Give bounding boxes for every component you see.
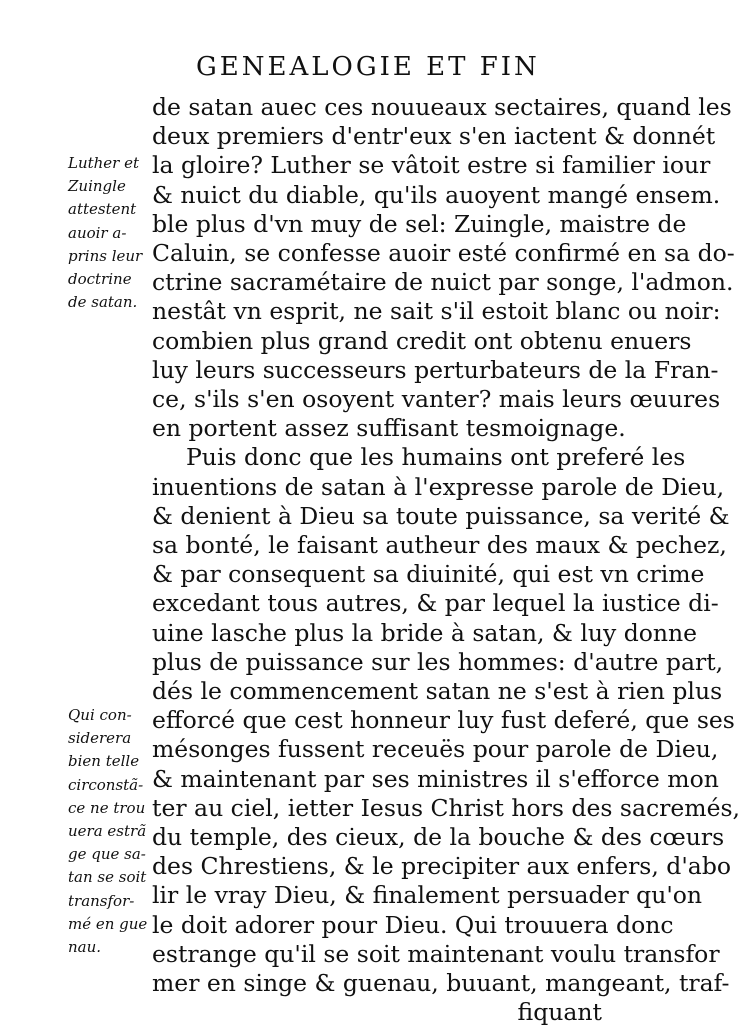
margin-note-line: auoir a- [68,223,127,242]
text-line: inuentions de satan à l'expresse parole de Dieu, [152,472,725,501]
text-line: mésonges fussent receuës pour parole de Dieu, [152,735,719,764]
margin-note-line: siderera [68,729,132,748]
text-line: sa bonté, le faisant autheur des maux & pechez, [152,531,727,560]
running-head: GENEALOGIE ET FIN [196,52,540,82]
text-line: deux premiers d'entr'eux s'en iactent & donnét [152,122,716,151]
text-line: nestât vn esprit, ne sait s'il estoit blanc ou noir: [152,297,721,326]
text-line: efforcé que cest honneur luy fust deferé, que ses [152,706,735,735]
text-line: uine lasche plus la bride à satan, & luy donne [152,618,698,647]
catchword: fiquant [517,998,602,1027]
margin-note-line: Qui con- [68,706,132,724]
text-line: mer en singe & guenau, buuant, mangeant, traf- [152,969,730,998]
margin-note-line: ge que sa- [68,845,146,864]
text-line: combien plus grand credit ont obtenu enuers [152,326,692,355]
margin-note-line: uera estrã [68,822,147,841]
margin-note-line: ce ne trou [68,798,146,817]
margin-note-line: prins leur [68,246,143,265]
text-line: & denient à Dieu sa toute puissance, sa verité & [152,501,730,530]
text-line: ter au ciel, ietter Iesus Christ hors des sacremés, [152,793,740,822]
text-line: dés le commencement satan ne s'est à rien plus [152,677,723,706]
text-line: & nuict du diable, qu'ils auoyent mangé ensem. [152,180,721,209]
margin-note-line: mé en gue [68,914,148,933]
text-line: & par consequent sa diuinité, qui est vn crime [152,560,705,589]
text-line: ce, s'ils s'en osoyent vanter? mais leurs œuures [152,385,721,414]
text-line: lir le vray Dieu, & finalement persuader qu'on [152,881,703,910]
text-line: la gloire? Luther se vâtoit estre si familier iour [152,151,711,180]
text-line: de satan auec ces nouueaux sectaires, quand les [152,93,732,121]
text-line: le doit adorer pour Dieu. Qui trouuera donc [152,910,674,939]
margin-note-line: bien telle [68,752,140,771]
margin-note-line: transfor- [68,891,135,910]
margin-note-line: Zuingle [68,177,126,196]
text-line: du temple, des cieux, de la bouche & des cœurs [152,823,725,852]
text-line: Caluin, se confesse auoir esté confirmé en sa do- [152,239,735,268]
margin-note-qui-considerera [68,704,150,959]
body-text [152,93,740,1028]
text-line: des Chrestiens, & le precipiter aux enfers, d'abo [152,852,732,881]
text-line: ctrine sacramétaire de nuict par songe, l'admon. [152,268,734,297]
margin-note-line: tan se soit [68,868,147,887]
text-line: excedant tous autres, & par lequel la iustice di- [152,589,719,618]
margin-note-line: nau. [68,938,102,957]
margin-note-line: Luther et [68,154,140,172]
margin-note-luther-zuingle [68,152,150,314]
paragraph-start-line: Puis donc que les humains ont preferé les [186,443,686,472]
text-line: ble plus d'vn muy de sel: Zuingle, maistre de [152,209,687,238]
margin-note-line: attestent [68,200,137,219]
text-line: estrange qu'il se soit maintenant voulu transfor [152,939,720,968]
margin-note-line: de satan. [68,293,138,312]
margin-note-line: circonstã- [68,775,144,794]
text-line: plus de puissance sur les hommes: d'autre part, [152,647,724,676]
text-line: & maintenant par ses ministres il s'efforce mon [152,764,719,793]
text-line: en portent assez suffisant tesmoignage. [152,414,626,443]
margin-note-line: doctrine [68,270,132,289]
text-line: luy leurs successeurs perturbateurs de la Fran- [152,355,719,384]
